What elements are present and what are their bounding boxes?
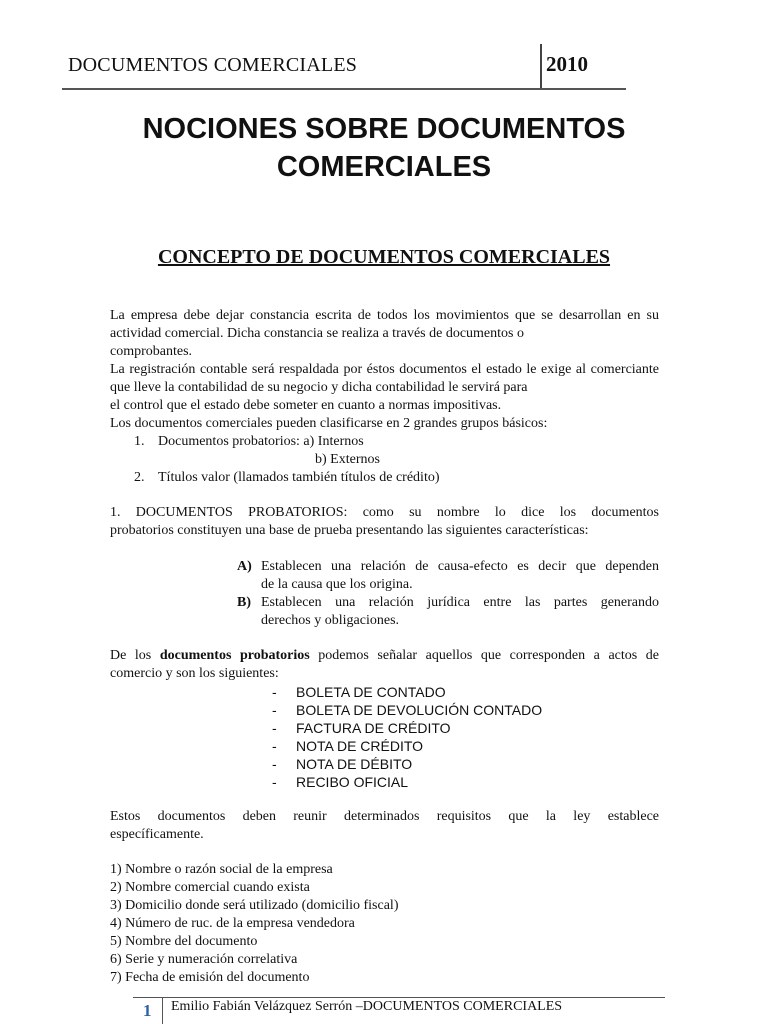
- list-item: FACTURA DE CRÉDITO: [296, 720, 451, 736]
- intro-paragraph-1-end: comprobantes.: [110, 344, 193, 359]
- list-item: NOTA DE DÉBITO: [296, 756, 413, 772]
- list-dash: -: [272, 702, 277, 718]
- requirement-item: 5) Nombre del documento: [110, 934, 258, 949]
- group-1-sub: b) Externos: [315, 452, 380, 467]
- page-title: [80, 110, 688, 186]
- header-divider: [540, 44, 542, 88]
- list-item: BOLETA DE CONTADO: [296, 684, 446, 700]
- list-dash: -: [272, 738, 277, 754]
- characteristic-b-line-2: derechos y obligaciones.: [261, 613, 400, 628]
- group-2-number: 2.: [134, 470, 145, 485]
- intro-paragraph-2-end: el control que el estado debe someter en cuanto a normas impositivas.: [110, 398, 502, 413]
- list-item: BOLETA DE DEVOLUCIÓN CONTADO: [296, 702, 543, 718]
- list-dash: -: [272, 756, 277, 772]
- requirement-item: 2) Nombre comercial cuando exista: [110, 880, 310, 895]
- doc-list-intro-line-2: comercio y son los siguientes:: [110, 666, 279, 681]
- characteristic-a-line-2: de la causa que los origina.: [261, 577, 413, 592]
- intro-paragraph-2: La registración contable será respaldada por éstos documentos el estado le exige al comerciante que lleve la contabilidad de su negocio y dicha contabilidad le servirá para: [110, 362, 659, 395]
- footer-divider: [162, 998, 163, 1024]
- section-heading: CONCEPTO DE DOCUMENTOS COMERCIALES: [157, 246, 611, 268]
- requirements-intro-line-1: Estos documentos deben reunir determinados requisitos que la ley establece: [110, 809, 659, 824]
- list-dash: -: [272, 720, 277, 736]
- doc-list-intro-post: podemos señalar aquellos que corresponden a actos de: [309, 648, 660, 663]
- characteristic-a-label: A): [237, 559, 252, 574]
- requirement-item: 4) Número de ruc. de la empresa vendedora: [110, 916, 355, 931]
- probatorios-paragraph-line-2: probatorios constituyen una base de prueba presentando las siguientes características:: [110, 523, 589, 538]
- page-header: [62, 48, 626, 88]
- requirement-item: 1) Nombre o razón social de la empresa: [110, 862, 333, 877]
- list-item: NOTA DE CRÉDITO: [296, 738, 424, 754]
- group-1-number: 1.: [134, 434, 145, 449]
- header-rule: [62, 88, 626, 90]
- group-2-text: Títulos valor (llamados también títulos de crédito): [158, 470, 440, 485]
- requirement-item: 6) Serie y numeración correlativa: [110, 952, 298, 967]
- list-dash: -: [272, 774, 277, 790]
- doc-list-intro-pre: De los: [110, 648, 160, 663]
- header-year: 2010: [546, 52, 588, 76]
- intro-paragraph-3: Los documentos comerciales pueden clasificarse en 2 grandes grupos básicos:: [110, 416, 548, 431]
- intro-paragraph-1: La empresa debe dejar constancia escrita de todos los movimientos que se desarrollan en su actividad comercial. Dicha constancia se realiza a través de documentos o: [110, 308, 659, 341]
- header-title: DOCUMENTOS COMERCIALES: [68, 54, 358, 76]
- characteristic-b-line-1: Establecen una relación jurídica entre las partes generando: [261, 595, 659, 610]
- characteristic-b-label: B): [237, 595, 251, 610]
- page-number: 1: [143, 1001, 152, 1020]
- footer-text: Emilio Fabián Velázquez Serrón –DOCUMENTOS COMERCIALES: [171, 999, 563, 1014]
- requirement-item: 7) Fecha de emisión del documento: [110, 970, 310, 985]
- group-1-text: Documentos probatorios: a) Internos: [158, 434, 364, 449]
- list-item: RECIBO OFICIAL: [296, 774, 409, 790]
- footer-rule: [133, 997, 665, 998]
- page-title-line-2: COMERCIALES: [276, 151, 492, 183]
- requirement-item: 3) Domicilio donde será utilizado (domicilio fiscal): [110, 898, 399, 913]
- doc-list-intro-bold: documentos probatorios: [159, 648, 310, 663]
- characteristic-a-line-1: Establecen una relación de causa-efecto es decir que dependen: [261, 559, 659, 574]
- doc-list-intro-line-1: [110, 647, 659, 665]
- requirements-intro-line-2: específicamente.: [110, 827, 204, 842]
- probatorios-paragraph-line-1: 1. DOCUMENTOS PROBATORIOS: como su nombre lo dice los documentos: [110, 505, 659, 520]
- page-title-line-1: NOCIONES SOBRE DOCUMENTOS: [142, 113, 626, 145]
- list-dash: -: [272, 684, 277, 700]
